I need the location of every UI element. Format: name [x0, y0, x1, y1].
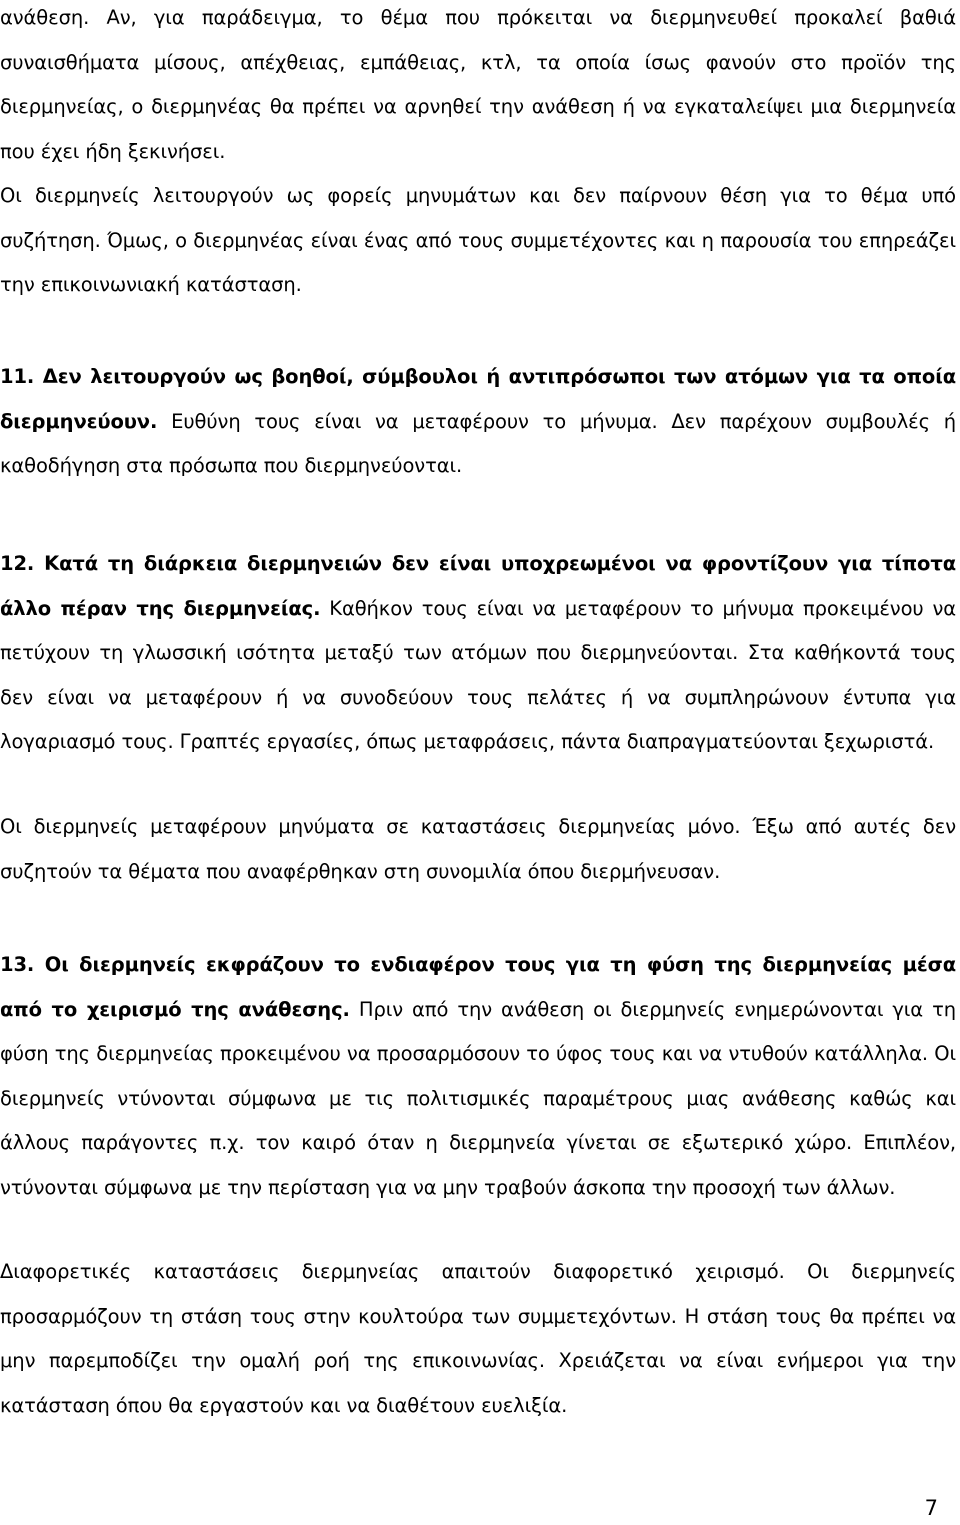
section-12-paragraph-2 [0, 805, 956, 894]
section-12-body-2: Οι διερμηνείς μεταφέρουν μηνύματα σε καταστάσεις διερμηνείας μόνο. Έξω από αυτές δεν συζητούν τα θέματα που αναφέρθηκαν στη συνομιλία όπου διερμήνευσαν. [0, 815, 956, 883]
section-13-heading: 13. Οι διερμηνείς εκφράζουν το ενδιαφέρον τους για τη φύση της διερμηνείας μέσα από το χειρισμό της ανάθεσης. [0, 953, 956, 1021]
intro-text-assignment: ανάθεση. Αν, για παράδειγμα, το θέμα που πρόκειται να διερμηνευθεί προκαλεί βαθιά συναισθήματα μίσους, απέχθειας, εμπάθειας, κτλ, τα οποία ίσως φανούν στο προϊόν της διερμηνείας, ο διερμηνέας θα πρέπει να αρνηθεί την ανάθεση ή να εγκαταλείψει μια διερμηνεία που έχει ήδη ξεκινήσει. [0, 6, 956, 163]
section-11-body: Ευθύνη τους είναι να μεταφέρουν το μήνυμα. Δεν παρέχουν συμβουλές ή καθοδήγηση στα πρόσωπα που διερμηνεύονται. [0, 409, 956, 477]
intro-paragraph [0, 0, 956, 308]
section-13-paragraph-2 [0, 1250, 956, 1428]
section-11-heading: 11. Δεν λειτουργούν ως βοηθοί, σύμβουλοι ή αντιπρόσωποι των ατόμων για τα οποία διερμηνεύουν. [0, 365, 956, 433]
section-13-body: Πριν από την ανάθεση οι διερμηνείς ενημερώνονται για τη φύση της διερμηνείας προκειμένου να προσαρμόσουν το ύφος τους και να ντυθούν κατάλληλα. Οι διερμηνείς ντύνονται σύμφωνα με τις πολιτισμικές παραμέτρους μιας ανάθεσης καθώς και άλλους παράγοντες π.χ. τον καιρό όταν η διερμηνεία γίνεται σε εξωτερικό χώρο. Επιπλέον, ντύνονται σύμφωνα με την περίσταση για να μην τραβούν άσκοπα την προσοχή των άλλων. [0, 997, 956, 1199]
section-12-body: Καθήκον τους είναι να μεταφέρουν το μήνυμα προκειμένου να πετύχουν τη γλωσσική ισότητα μεταξύ των ατόμων που διερμηνεύονται. Στα καθήκοντά τους δεν είναι να μεταφέρουν ή να συνοδεύουν τους πελάτες ή να συμπληρώνουν έντυπα για λογαριασμό τους. Γραπτές εργασίες, όπως μεταφράσεις, πάντα διαπραγματεύονται ξεχωριστά. [0, 596, 956, 753]
section-11 [0, 355, 956, 489]
section-12-heading: 12. Κατά τη διάρκεια διερμηνειών δεν είναι υποχρεωμένοι να φροντίζουν για τίποτα άλλο πέραν της διερμηνείας. [0, 552, 956, 620]
intro-text-role: Οι διερμηνείς λειτουργούν ως φορείς μηνυμάτων και δεν παίρνουν θέση για το θέμα υπό συζήτηση. Όμως, ο διερμηνέας είναι ένας από τους συμμετέχοντες και η παρουσία του επηρεάζει την επικοινωνιακή κατάσταση. [0, 184, 956, 296]
page-number: 7 [924, 1496, 938, 1520]
section-13-body-2: Διαφορετικές καταστάσεις διερμηνείας απαιτούν διαφορετικό χειρισμό. Οι διερμηνείς προσαρμόζουν τη στάση τους στην κουλτούρα των συμμετεχόντων. Η στάση τους θα πρέπει να μην παρεμποδίζει την ομαλή ροή της επικοινωνίας. Χρειάζεται να είναι ενήμεροι για την κατάσταση όπου θα εργαστούν και να διαθέτουν ευελιξία. [0, 1260, 956, 1417]
section-13 [0, 943, 956, 1210]
section-12 [0, 542, 956, 765]
